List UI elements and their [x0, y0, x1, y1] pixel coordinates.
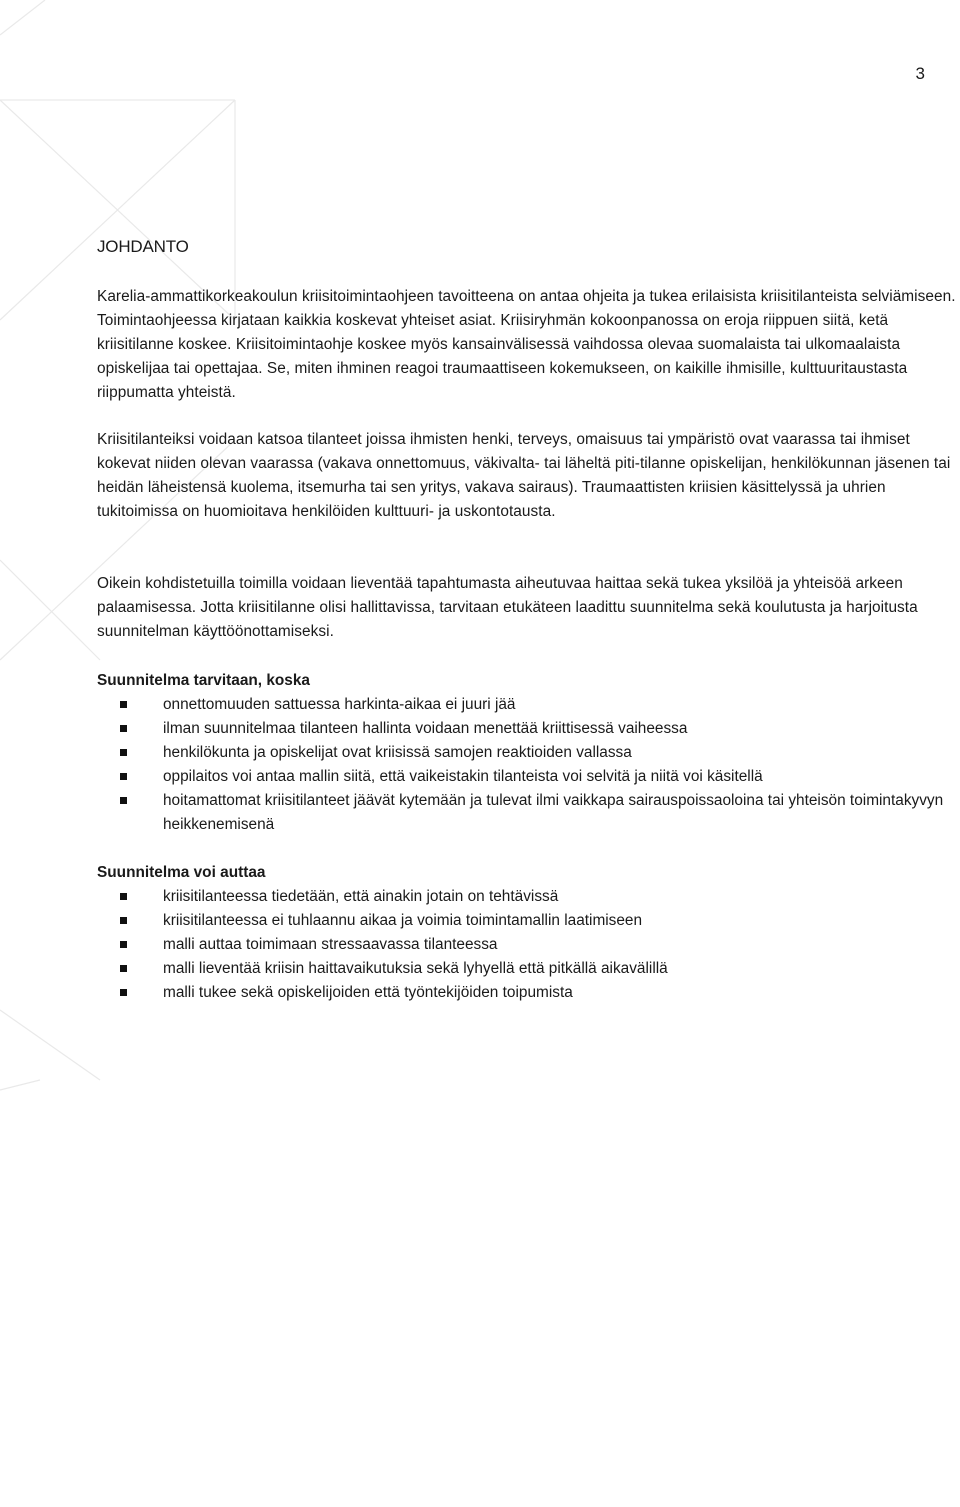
list-item [97, 765, 959, 789]
list-item [97, 957, 959, 981]
bullet-square-icon [120, 701, 127, 708]
bullet-square-icon [120, 773, 127, 780]
section-title-helps: Suunnitelma voi auttaa [97, 864, 266, 881]
bullet-square-icon [120, 749, 127, 756]
bullet-square-icon [120, 917, 127, 924]
list-item-text: malli auttaa toimimaan stressaavassa tilanteessa [163, 936, 498, 953]
bullet-square-icon [120, 965, 127, 972]
bullet-list-helps [97, 885, 959, 1005]
list-item [97, 741, 959, 765]
section-title-needed: Suunnitelma tarvitaan, koska [97, 672, 310, 689]
list-item-text: henkilökunta ja opiskelijat ovat kriisissä samojen reaktioiden vallassa [163, 744, 632, 761]
list-item [97, 717, 959, 741]
bullet-square-icon [120, 725, 127, 732]
page-number: 3 [915, 64, 925, 83]
bullet-square-icon [120, 893, 127, 900]
bullet-square-icon [120, 941, 127, 948]
list-item [97, 885, 959, 909]
list-item-text: ilman suunnitelmaa tilanteen hallinta voidaan menettää kriittisessä vaiheessa [163, 720, 688, 737]
list-item-text: malli tukee sekä opiskelijoiden että työntekijöiden toipumista [163, 984, 573, 1001]
bullet-square-icon [120, 989, 127, 996]
list-item-text: kriisitilanteessa ei tuhlaannu aikaa ja voimia toimintamallin laatimiseen [163, 912, 643, 929]
list-item [97, 981, 959, 1005]
bullet-square-icon [120, 797, 127, 804]
list-item-text: malli lieventää kriisin haittavaikutuksia sekä lyhyellä että pitkällä aikavälillä [163, 960, 668, 977]
list-item-text: kriisitilanteessa tiedetään, että ainakin jotain on tehtävissä [163, 888, 559, 905]
list-item-text: onnettomuuden sattuessa harkinta-aikaa ei juuri jää [163, 696, 516, 713]
page-heading: JOHDANTO [97, 237, 189, 256]
list-item-text: hoitamattomat kriisitilanteet jäävät kytemään ja tulevat ilmi vaikkapa sairauspoissaoloina tai yhteisön toimintakyvyn heikkenemisenä [163, 792, 944, 833]
intro-paragraph: Karelia-ammattikorkeakoulun kriisitoimintaohjeen tavoitteena on antaa ohjeita ja tukea erilaisista kriisitilanteista selviämiseen. Toimintaohjeessa kirjataan kaikkia koskevat yhteiset asiat. Kriisiryhmän kokoonpanossa on eroja riippuen siitä, ketä kriisitilanne koskee. Kriisitoimintaohje koskee myös kansainvälisessä vaihdossa olevaa suomalaista tai ulkomaalaista opiskelijaa tai opettajaa. Se, miten ihminen reagoi traumaattiseen kokemukseen, on kaikille ihmisille, kulttuuritaustasta riippumatta yhteistä. [97, 288, 956, 401]
crisis-definition-paragraph: Kriisitilanteiksi voidaan katsoa tilanteet joissa ihmisten henki, terveys, omaisuus tai ympäristö ovat vaarassa tai ihmiset kokevat niiden olevan vaarassa (vakava onnettomuus, väkivalta- tai läheltä piti-tilanne opiskelijan, henkilökunnan jäsenen tai heidän läheistensä kuolema, itsemurha tai sen yritys, vakava sairaus). Traumaattisten kriisien käsittelyssä ja uhrien tukitoimissa on huomioitava henkilöiden kulttuuri- ja uskontotausta. [97, 431, 951, 520]
list-item [97, 789, 959, 837]
list-item [97, 693, 959, 717]
list-item [97, 933, 959, 957]
bullet-list-needed [97, 693, 959, 837]
list-item [97, 909, 959, 933]
list-item-text: oppilaitos voi antaa mallin siitä, että vaikeistakin tilanteista voi selvitä ja niitä voi käsitellä [163, 768, 763, 785]
planning-paragraph: Oikein kohdistetuilla toimilla voidaan lieventää tapahtumasta aiheutuvaa haittaa sekä tukea yksilöä ja yhteisöä arkeen palaamisessa. Jotta kriisitilanne olisi hallittavissa, tarvitaan etukäteen laadittu suunnitelma sekä koulutusta ja harjoitusta suunnitelman käyttöönottamiseksi. [97, 575, 918, 640]
